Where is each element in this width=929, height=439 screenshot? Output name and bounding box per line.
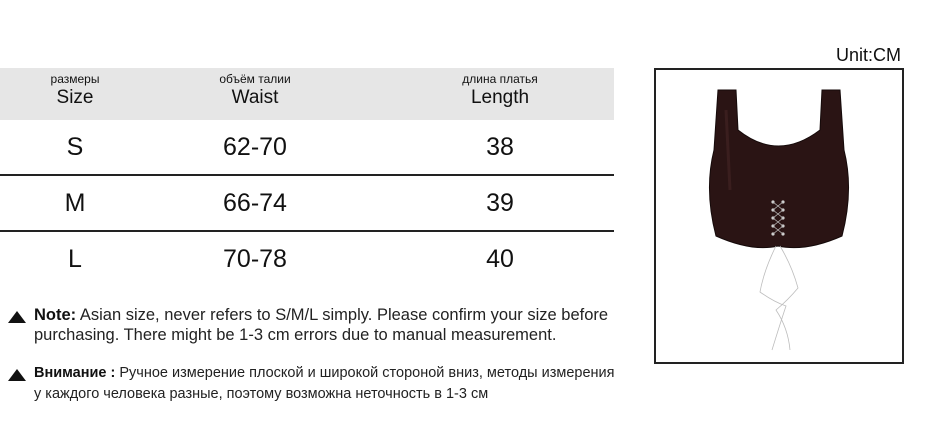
warning-triangle-icon <box>8 311 26 323</box>
note-en-label: Note: <box>34 306 77 324</box>
header-waist-en: Waist <box>231 87 279 108</box>
note-english <box>8 305 633 345</box>
cell-waist: 70-78 <box>223 245 287 273</box>
cell-length: 38 <box>486 133 514 161</box>
note-russian <box>8 363 633 405</box>
table-row <box>0 176 614 232</box>
table-row <box>0 120 614 176</box>
cell-size: S <box>66 133 84 161</box>
header-length <box>440 72 560 110</box>
cell-size: M <box>64 189 86 217</box>
cell-length: 39 <box>486 189 514 217</box>
note-ru-label: Внимание : <box>34 365 116 381</box>
size-chart-table <box>0 68 614 286</box>
header-size-en: Size <box>56 87 94 108</box>
note-ru-text-line2: у каждого человека разные, поэтому возможна неточность в 1-3 см <box>34 386 489 402</box>
note-ru-text-line1: Ручное измерение плоской и широкой стороной вниз, методы измерения <box>119 365 615 381</box>
header-size <box>20 72 130 110</box>
table-header <box>0 68 614 120</box>
note-en-text: Asian size, never refers to S/M/L simply. Please confirm your size before purchasing. There might be 1-3 cm errors due to manual measurement. <box>34 306 609 344</box>
cell-length: 40 <box>486 245 514 273</box>
header-waist <box>195 72 315 110</box>
corset-top-illustration <box>656 70 902 362</box>
header-size-ru: размеры <box>50 72 100 86</box>
warning-triangle-icon <box>8 369 26 381</box>
cell-waist: 66-74 <box>223 189 287 217</box>
unit-label: Unit:CM <box>836 45 902 65</box>
product-image-frame <box>654 68 904 364</box>
header-length-ru: длина платья <box>462 72 538 86</box>
cell-waist: 62-70 <box>223 133 287 161</box>
header-length-en: Length <box>470 87 530 108</box>
cell-size: L <box>68 245 82 273</box>
table-row <box>0 232 614 286</box>
header-waist-ru: объём талии <box>219 72 291 86</box>
